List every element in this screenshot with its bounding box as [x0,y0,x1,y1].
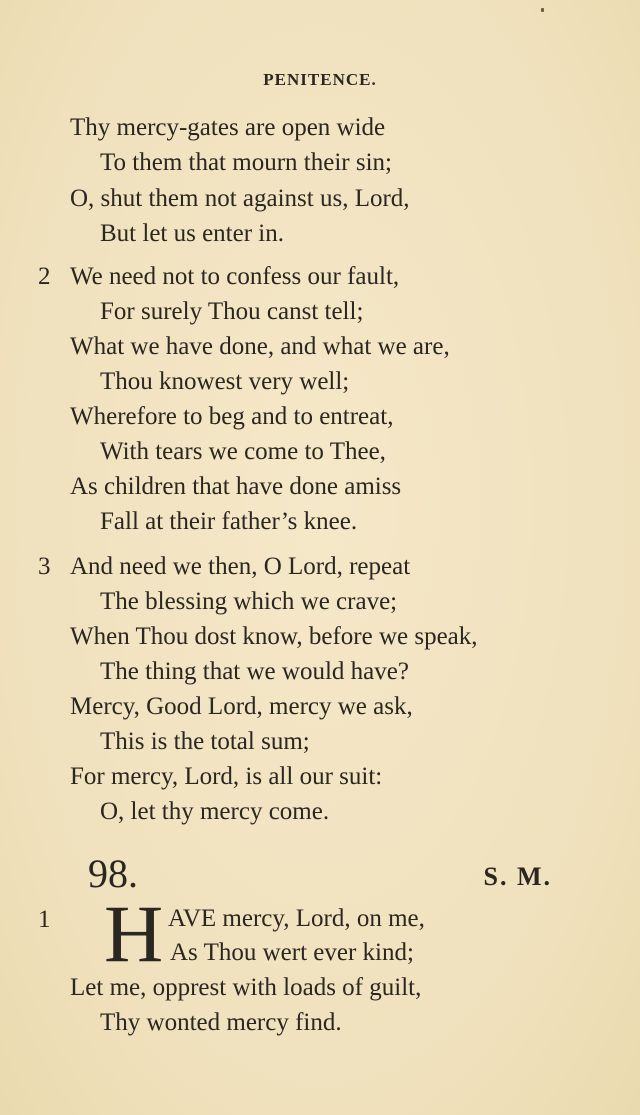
verse-number: 3 [38,553,51,580]
verse-line: What we have done, and what we are, [70,333,450,360]
verse-line: AVE mercy, Lord, on me, [168,905,425,932]
verse-line: We need not to confess our fault, [70,263,400,290]
verse-line: For mercy, Lord, is all our suit: [70,763,383,790]
verse-line: As children that have done amiss [70,473,402,500]
verse-line: Wherefore to beg and to entreat, [70,403,394,430]
verse-line: But let us enter in. [100,220,284,247]
verse-line: Let me, opprest with loads of guilt, [70,974,422,1001]
verse-line: To them that mourn their sin; [100,149,392,176]
verse-line: Thy mercy-gates are open wide [70,114,386,141]
verse-line: The blessing which we crave; [100,588,398,615]
verse-line: The thing that we would have? [100,658,409,685]
verse-line: O, let thy mercy come. [100,798,330,825]
verse-line: With tears we come to Thee, [100,438,386,465]
verse-line: When Thou dost know, before we speak, [70,623,478,650]
verse-line: As Thou wert ever kind; [170,939,414,966]
hymn-number: 98. [88,851,138,896]
verse-line: Thou knowest very well; [100,368,350,395]
verse-number: 2 [38,263,51,290]
verse-line: Fall at their father’s knee. [100,508,358,535]
verse-line: O, shut them not against us, Lord, [70,185,410,212]
verse-number: 1 [38,906,51,933]
verse-line: Thy wonted mercy find. [100,1009,342,1036]
verse-line: Mercy, Good Lord, mercy we ask, [70,693,413,720]
hymn-meter: S. M. [483,862,552,891]
verse-line: This is the total sum; [100,728,310,755]
running-head: PENITENCE. [263,70,377,89]
drop-cap: H [104,888,164,979]
verse-line: And need we then, O Lord, repeat [70,553,411,580]
verse-line: For surely Thou canst tell; [100,298,364,325]
page-speck [541,8,544,12]
